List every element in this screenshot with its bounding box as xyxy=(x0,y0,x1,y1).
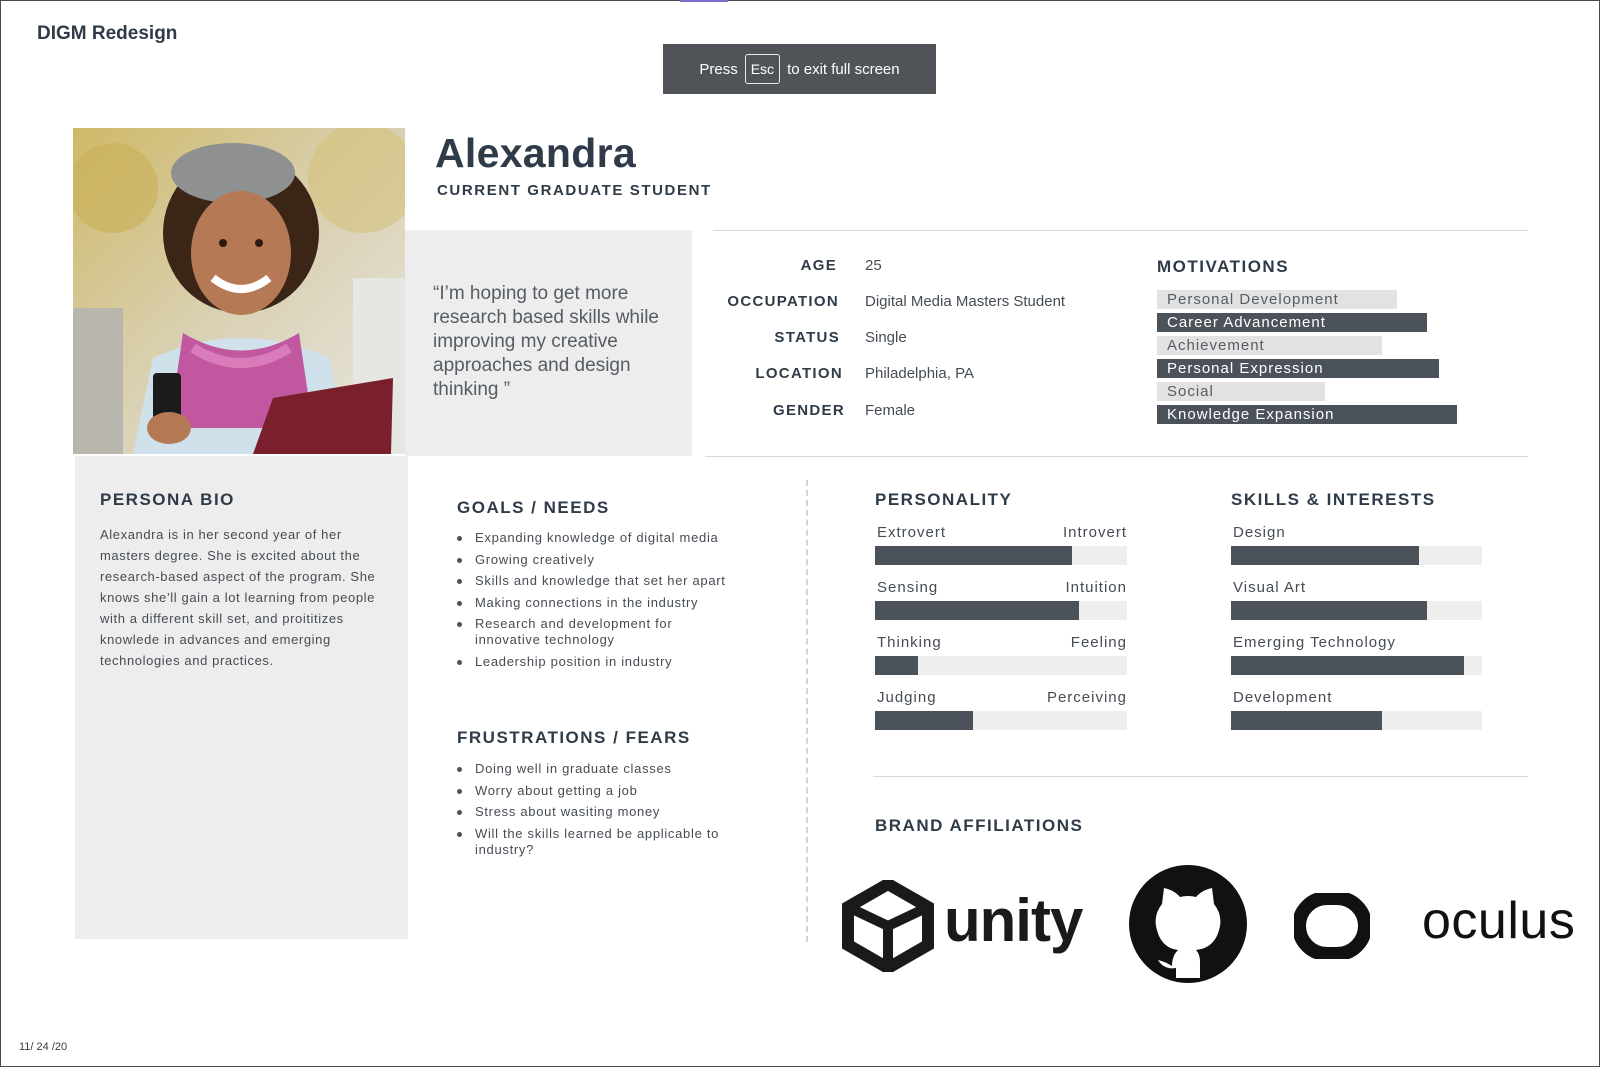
goal-item: Research and development for innovative technology xyxy=(457,616,705,648)
skill-label: Emerging Technology xyxy=(1233,634,1396,651)
skill-track xyxy=(1231,656,1482,675)
personality-title: PERSONALITY xyxy=(875,490,1013,509)
personality-left-label: Thinking xyxy=(877,634,942,651)
frustration-item: Stress about wasiting money xyxy=(457,804,757,820)
skill-fill xyxy=(1231,601,1427,620)
fullscreen-message: to exit full screen xyxy=(787,60,900,78)
frustration-item: Will the skills learned be applicable to industry? xyxy=(457,826,745,858)
goal-item: Expanding knowledge of digital media xyxy=(457,530,757,546)
github-logo xyxy=(1128,864,1248,984)
detail-value-occupation: Digital Media Masters Student xyxy=(865,293,1066,310)
personality-right-label: Feeling xyxy=(1070,634,1127,651)
oculus-logo xyxy=(1294,893,1594,959)
personality-track xyxy=(875,601,1127,620)
personality-right-label: Perceiving xyxy=(1046,689,1127,706)
motivation-bar: Personal Expression xyxy=(1157,359,1439,378)
oculus-wordmark: oculus xyxy=(1422,892,1576,950)
motivation-bar: Social xyxy=(1157,382,1325,401)
skill-label: Visual Art xyxy=(1233,579,1307,596)
quote-box xyxy=(405,230,692,456)
skills-title: SKILLS & INTERESTS xyxy=(1231,490,1436,509)
motivation-bar: Personal Development xyxy=(1157,290,1397,309)
unity-logo xyxy=(842,880,1082,972)
personality-track xyxy=(875,546,1127,565)
fullscreen-press-text: Press xyxy=(699,60,738,78)
personality-right-label: Intuition xyxy=(1065,579,1127,596)
personality-left-label: Sensing xyxy=(877,579,939,596)
goal-item: Making connections in the industry xyxy=(457,595,757,611)
goals-list xyxy=(457,530,757,675)
fullscreen-banner xyxy=(663,44,936,94)
persona-name: Alexandra xyxy=(435,130,636,176)
detail-value-location: Philadelphia, PA xyxy=(865,365,974,382)
skill-label: Design xyxy=(1233,524,1286,541)
detail-value-age: 25 xyxy=(865,257,882,274)
skill-fill xyxy=(1231,711,1382,730)
goal-item: Skills and knowledge that set her apart xyxy=(457,573,757,589)
esc-key[interactable]: Esc xyxy=(745,54,780,84)
detail-label-age: AGE xyxy=(800,257,837,274)
persona-subtitle: CURRENT GRADUATE STUDENT xyxy=(437,182,712,199)
divider-middle xyxy=(705,456,1528,457)
detail-label-gender: GENDER xyxy=(773,402,845,419)
divider-brands xyxy=(873,776,1528,777)
persona-bio-text: Alexandra is in her second year of her masters degree. She is excited about the research-based aspect of the program. She knows she’ll gain a lot learning from people with a different skill set, and proititizes knowlede in advances and emerging technologies and practices. xyxy=(100,527,376,668)
frustration-item: Doing well in graduate classes xyxy=(457,761,757,777)
personality-fill xyxy=(875,656,918,675)
skill-track xyxy=(1231,601,1482,620)
detail-value-gender: Female xyxy=(865,402,916,419)
skill-track xyxy=(1231,711,1482,730)
skill-fill xyxy=(1231,546,1419,565)
github-octocat-icon xyxy=(1128,864,1248,984)
detail-value-status: Single xyxy=(865,329,907,346)
skill-track xyxy=(1231,546,1482,565)
personality-left-label: Extrovert xyxy=(877,524,947,541)
personality-fill xyxy=(875,711,973,730)
skill-label: Development xyxy=(1233,689,1333,706)
personality-fill xyxy=(875,601,1079,620)
persona-quote: “I’m hoping to get more research based skills while improving my creative approaches and design thinking ” xyxy=(433,283,659,400)
app-title: DIGM Redesign xyxy=(37,23,178,44)
detail-label-occupation: OCCUPATION xyxy=(727,293,839,310)
frustration-item: Worry about getting a job xyxy=(457,783,757,799)
oculus-icon xyxy=(1294,893,1370,959)
personality-track xyxy=(875,711,1127,730)
persona-bio-title: PERSONA BIO xyxy=(100,490,235,509)
column-divider xyxy=(806,480,808,942)
personality-track xyxy=(875,656,1127,675)
goal-item: Leadership position in industry xyxy=(457,654,757,670)
detail-label-location: LOCATION xyxy=(755,365,843,382)
detail-label-status: STATUS xyxy=(774,329,840,346)
unity-wordmark: unity xyxy=(944,887,1083,954)
page-number: 11/ 24 /20 xyxy=(19,1041,68,1053)
persona-photo xyxy=(73,128,405,454)
goal-item: Growing creatively xyxy=(457,552,757,568)
motivation-bar: Knowledge Expansion xyxy=(1157,405,1457,424)
persona-bio-panel xyxy=(75,456,408,939)
personality-left-label: Judging xyxy=(877,689,937,706)
unity-cube-icon xyxy=(842,880,934,972)
personality-right-label: Introvert xyxy=(1062,524,1127,541)
frustrations-list xyxy=(457,761,757,863)
motivation-bar: Achievement xyxy=(1157,336,1382,355)
frustrations-title: FRUSTRATIONS / FEARS xyxy=(457,728,691,747)
goals-title: GOALS / NEEDS xyxy=(457,498,610,517)
brand-affiliations-title: BRAND AFFILIATIONS xyxy=(875,816,1084,835)
motivations-title: MOTIVATIONS xyxy=(1157,257,1290,276)
divider-top xyxy=(713,230,1528,231)
motivation-bar: Career Advancement xyxy=(1157,313,1427,332)
top-accent-line xyxy=(680,0,728,2)
skill-fill xyxy=(1231,656,1464,675)
personality-fill xyxy=(875,546,1072,565)
